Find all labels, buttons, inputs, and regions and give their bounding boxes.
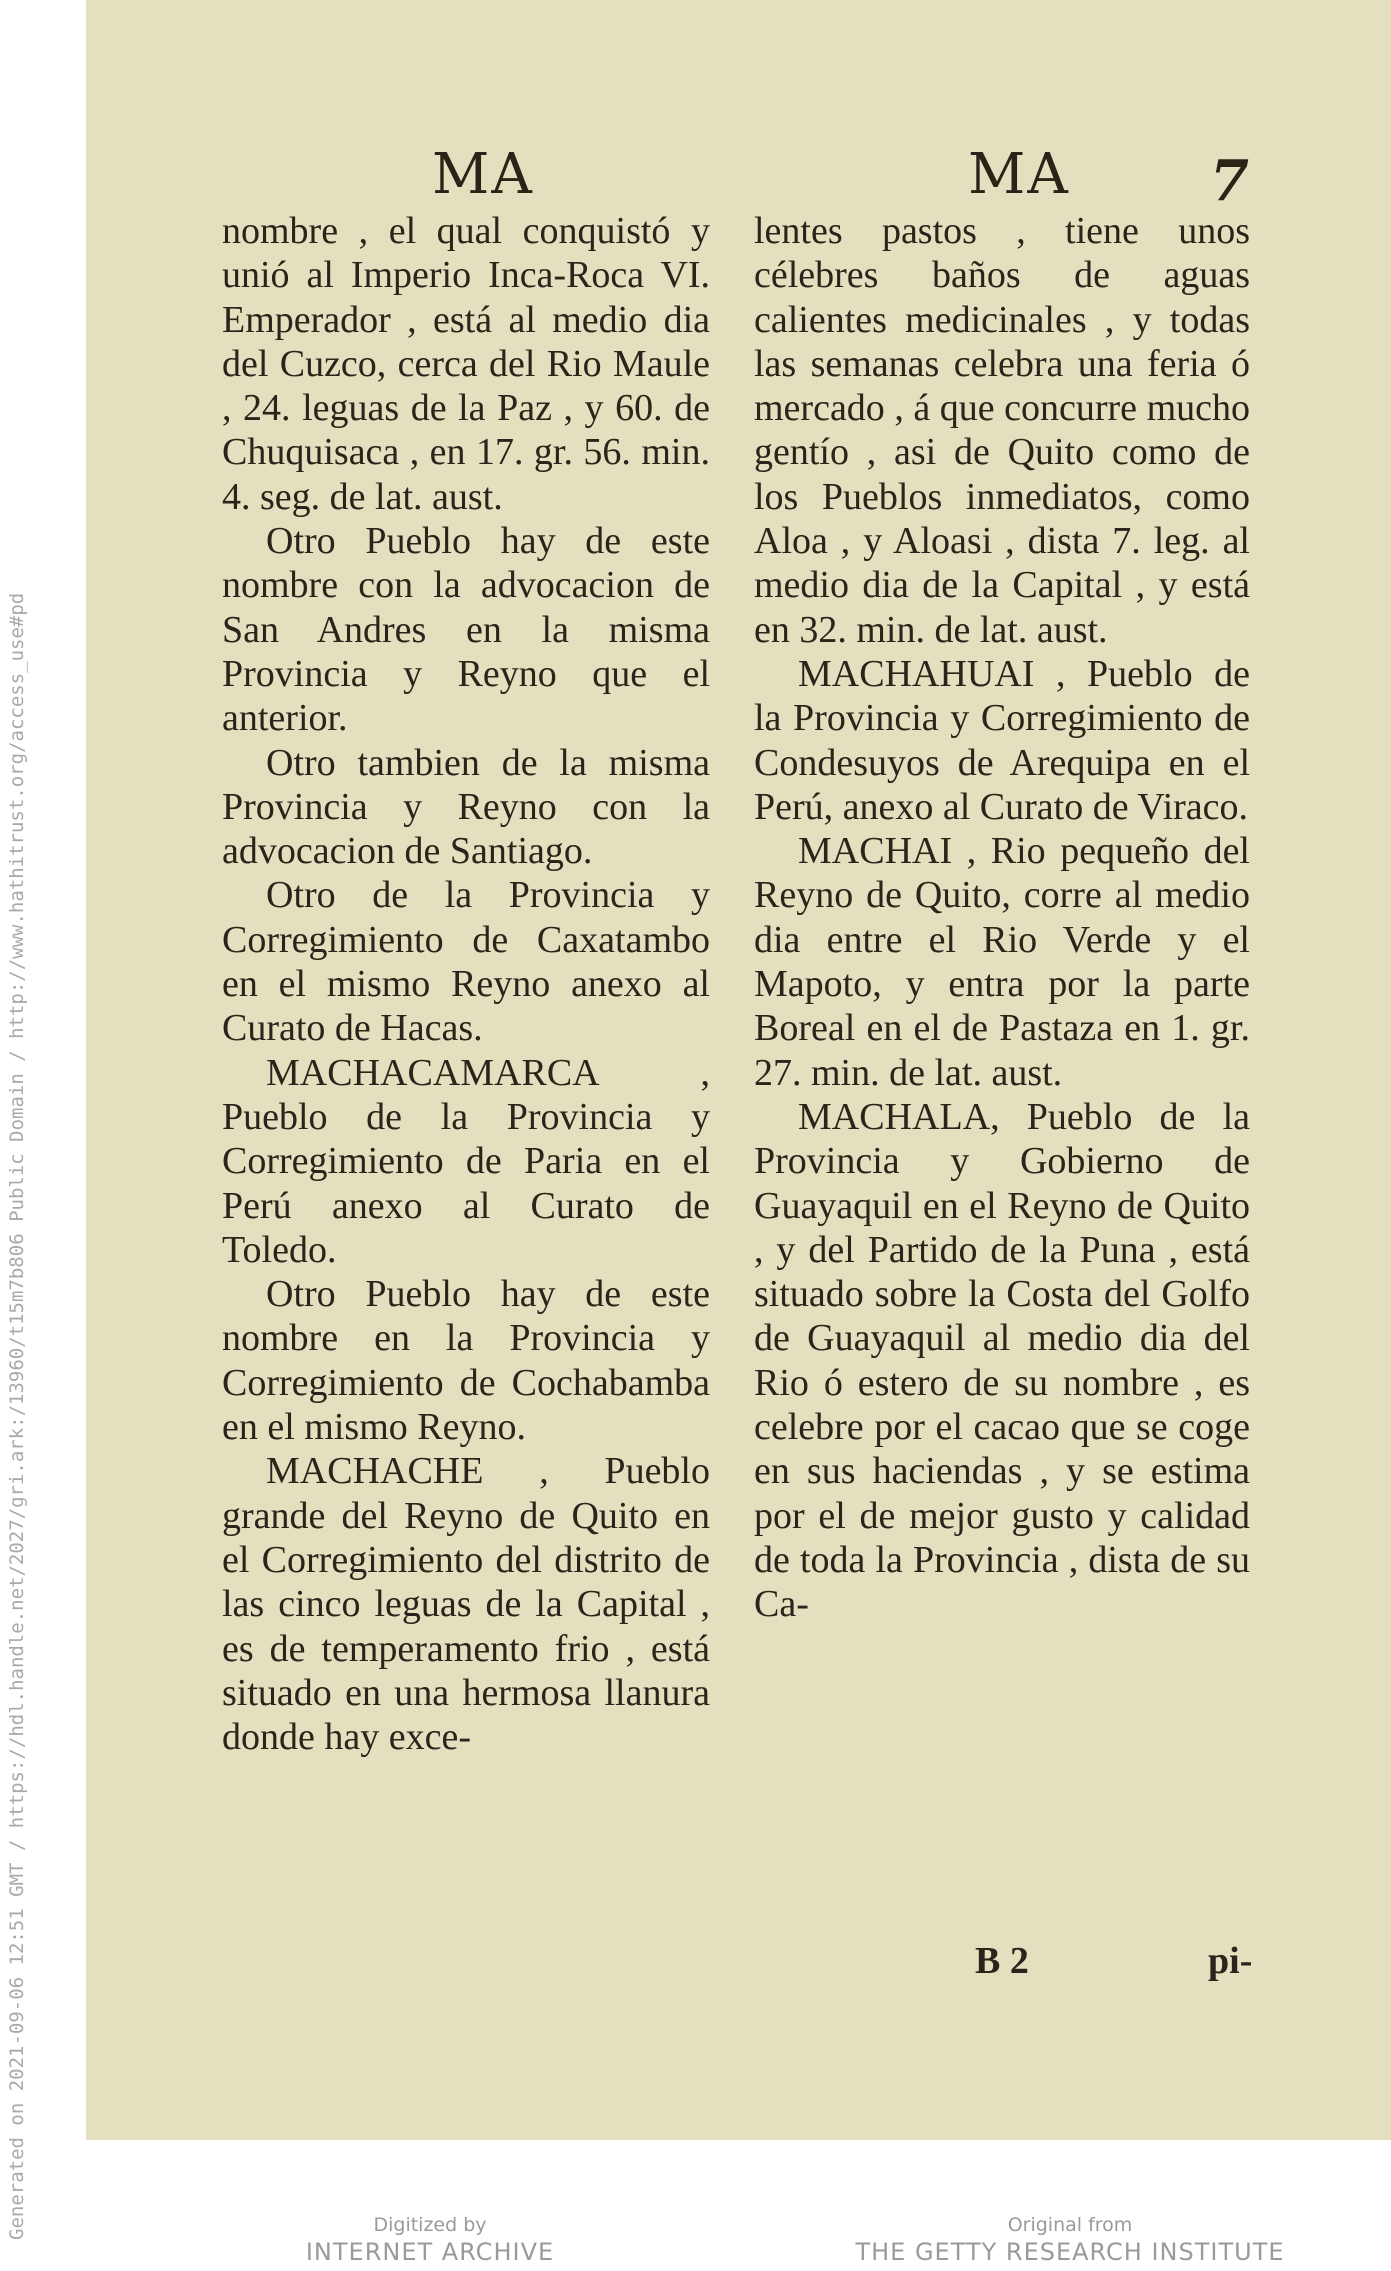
digitized-by-credit <box>230 2213 630 2267</box>
left-column <box>222 209 710 1759</box>
margin-stamp: Generated on 2021-09-06 12:51 GMT / https://hdl.handle.net/2027/gri.ark:/13960/t15m7b806 Public Domain / http://www.hathitrust.org/access_use#pd <box>6 592 28 2240</box>
internet-archive-label: INTERNET ARCHIVE <box>305 2238 555 2266</box>
signature-mark: B 2 <box>975 1940 1029 1982</box>
right-paragraph: MACHAHUAI , Pueblo de la Provincia y Corregimiento de Condesuyos de Arequipa en el Perú, anexo al Curato de Viraco. <box>754 652 1250 828</box>
getty-institute-label: THE GETTY RESEARCH INSTITUTE <box>855 2238 1285 2266</box>
running-head-right: MA <box>968 142 1070 207</box>
left-paragraph: nombre , el qual conquistó y unió al Imperio Inca-Roca VI. Emperador , está al medio dia del Cuzco, cerca del Rio Maule , 24. leguas de la Paz , y 60. de Chuquisaca , en 17. gr. 56. min. 4. seg. de lat. aust. <box>222 210 710 518</box>
right-paragraph: lentes pastos , tiene unos célebres baños de aguas calientes medicinales , y todas las semanas celebra una feria ó mercado , á que concurre mucho gentío , asi de Quito como de los Pueblos inmediatos, como Aloa , y Aloasi , dista 7. leg. al medio dia de la Capital , y está en 32. min. de lat. aust. <box>754 210 1250 651</box>
left-paragraph: MACHACHE , Pueblo grande del Reyno de Quito en el Corregimiento del distrito de las cinco leguas de la Capital , es de temperamento frio , está situado en una hermosa llanura donde hay exce- <box>222 1450 710 1759</box>
left-paragraph: Otro de la Provincia y Corregimiento de Caxatambo en el mismo Reyno anexo al Curato de Hacas. <box>222 874 710 1050</box>
right-column <box>754 209 1250 1627</box>
left-paragraph: Otro Pueblo hay de este nombre con la advocacion de San Andres en la misma Provincia y Reyno que el anterior. <box>222 520 710 740</box>
original-from-label: Original from <box>1007 2214 1133 2236</box>
left-paragraph: Otro tambien de la misma Provincia y Reyno con la advocacion de Santiago. <box>222 741 710 873</box>
digitized-by-label: Digitized by <box>373 2214 487 2236</box>
right-paragraph: MACHAI , Rio pequeño del Reyno de Quito, corre al medio dia entre el Rio Verde y el Mapoto, y entra por la parte Boreal en el de Pastaza en 1. gr. 27. min. de lat. aust. <box>754 830 1250 1094</box>
running-head-left: MA <box>432 142 534 207</box>
left-paragraph: MACHACAMARCA , Pueblo de la Provincia y Corregimiento de Paria en el Perú anexo al Curato de Toledo. <box>222 1051 710 1271</box>
original-from-credit <box>830 2213 1310 2267</box>
left-paragraph: Otro Pueblo hay de este nombre en la Provincia y Corregimiento de Cochabamba en el mismo Reyno. <box>222 1273 710 1449</box>
page-number: 7 <box>1210 148 1249 214</box>
catchword: pi- <box>1208 1940 1253 1982</box>
right-paragraph: MACHALA, Pueblo de la Provincia y Gobierno de Guayaquil en el Reyno de Quito , y del Partido de la Puna , está situado sobre la Costa del Golfo de Guayaquil al medio dia del Rio ó estero de su nombre , es celebre por el cacao que se coge en sus haciendas , y se estima por el de mejor gusto y calidad de toda la Provincia , dista de su Ca- <box>754 1095 1250 1626</box>
